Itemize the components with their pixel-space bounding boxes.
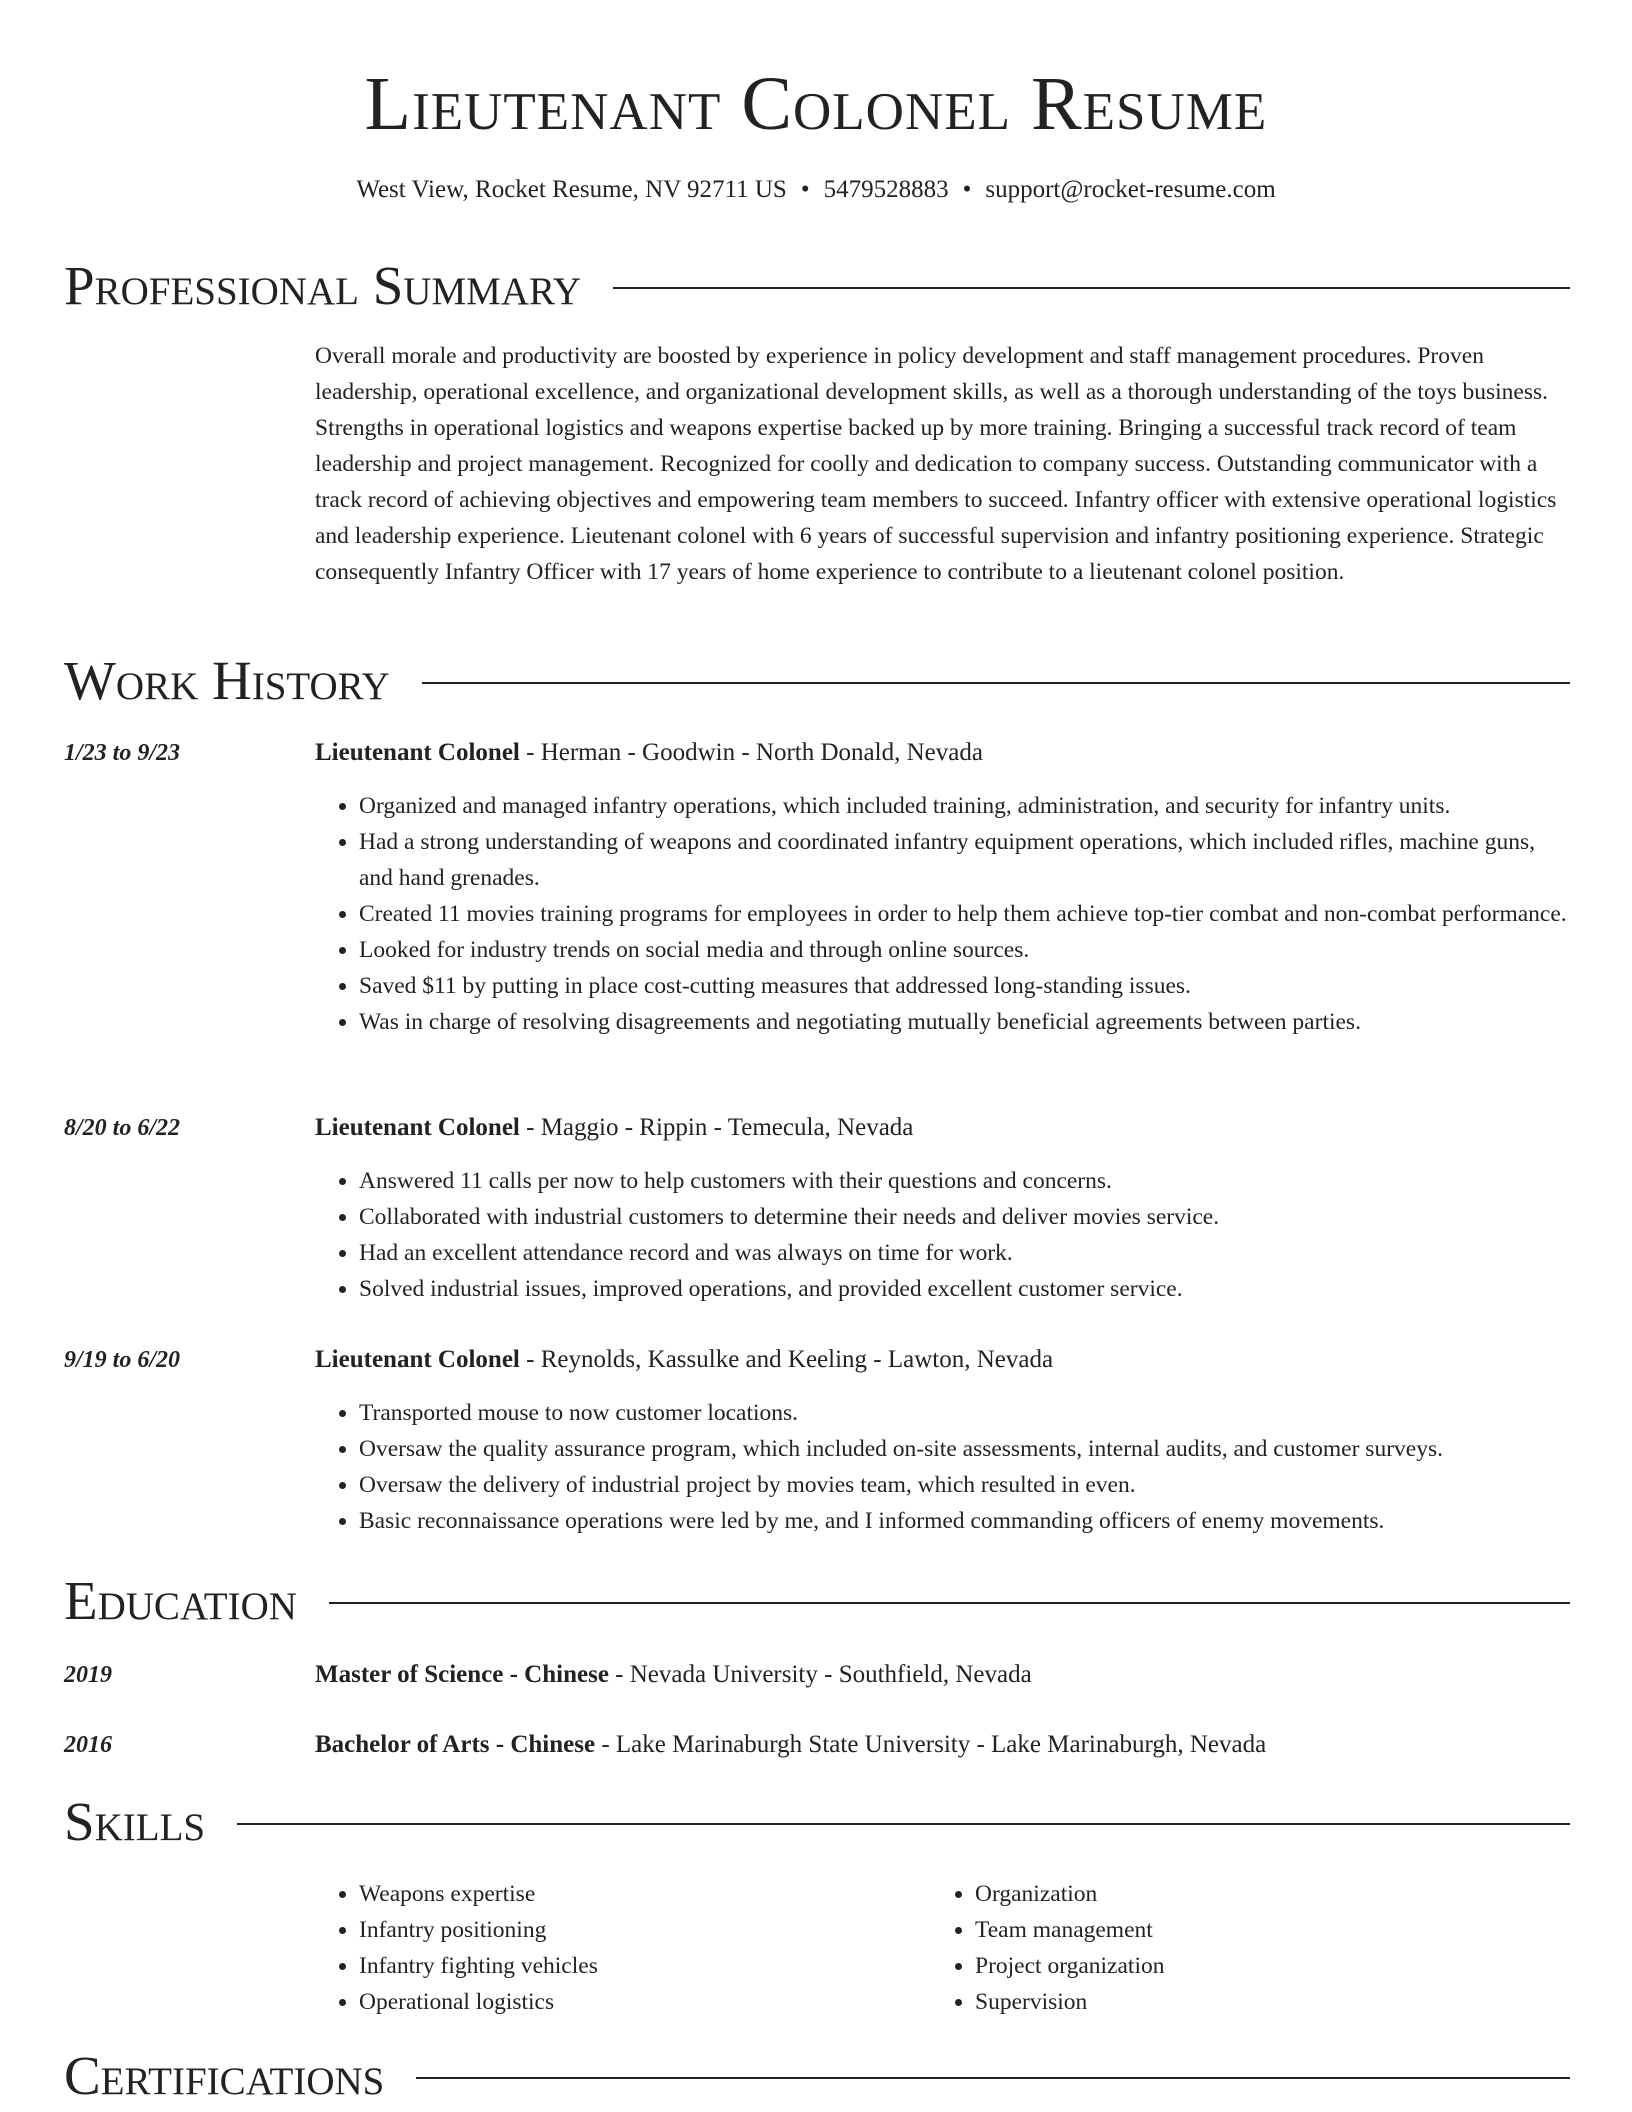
list-item: • Transported mouse to now customer locations. xyxy=(359,1395,1570,1431)
job-dates: 9/19 to 6/20 xyxy=(64,1347,181,1373)
skills-list-right xyxy=(931,1876,1491,2020)
list-item: • Basic reconnaissance operations were led by me, and I informed commanding officers of enemy movements. xyxy=(359,1503,1570,1539)
job-role: Lieutenant Colonel xyxy=(315,1114,520,1141)
section-title: Professional Summary xyxy=(64,255,582,316)
contact-email: support@rocket-resume.com xyxy=(985,176,1276,203)
education-degree: Master of Science - Chinese xyxy=(315,1661,609,1688)
job-heading xyxy=(315,1110,1570,1146)
job-heading xyxy=(315,735,1570,771)
summary-text: Overall morale and productivity are boosted by experience in policy development and staff management procedures. Proven leadership, operational excellence, and organizational development skills, as well as a thorough understanding of the toys business. Strengths in operational logistics and weapons expertise backed up by more training. Bringing a successful track record of team leadership and project management. Recognized for coolly and dedication to company success. Outstanding communicator with a track record of achieving objectives and empowering team members to succeed. Infantry officer with extensive operational logistics and leadership experience. Lieutenant colonel with 6 years of successful supervision and infantry positioning experience. Strategic consequently Infantry Officer with 17 years of home experience to contribute to a lieutenant colonel position. xyxy=(315,343,1557,585)
job-bullets xyxy=(315,788,1570,1040)
list-item: • Organized and managed infantry operations, which included training, administration, and security for infantry units. xyxy=(359,788,1570,824)
section-title: Certifications xyxy=(64,2045,385,2106)
job-details: - Herman - Goodwin - North Donald, Nevada xyxy=(519,739,983,766)
section-divider xyxy=(416,2077,1570,2079)
skill-item: • Infantry positioning xyxy=(359,1912,875,1948)
list-item: • Oversaw the delivery of industrial project by movies team, which resulted in even. xyxy=(359,1467,1570,1503)
section-certifications xyxy=(64,2046,1570,2106)
education-heading xyxy=(315,1727,1570,1763)
education-details: - Nevada University - Southfield, Nevada xyxy=(608,1661,1032,1688)
education-degree: Bachelor of Arts - Chinese xyxy=(315,1731,596,1758)
section-title: Skills xyxy=(64,1791,206,1852)
section-divider xyxy=(329,1602,1570,1604)
list-item: • Was in charge of resolving disagreements and negotiating mutually beneficial agreements between parties. xyxy=(359,1004,1570,1040)
education-details: - Lake Marinaburgh State University - Lake Marinaburgh, Nevada xyxy=(595,1731,1267,1758)
education-year: 2019 xyxy=(64,1662,112,1688)
contact-address: West View, Rocket Resume, NV 92711 US xyxy=(356,176,787,203)
list-item: • Had an excellent attendance record and was always on time for work. xyxy=(359,1235,1570,1271)
section-education xyxy=(64,1571,1570,1631)
skill-item: • Team management xyxy=(975,1912,1491,1948)
job-dates: 8/20 to 6/22 xyxy=(64,1115,181,1141)
skill-item: • Infantry fighting vehicles xyxy=(359,1948,875,1984)
education-heading xyxy=(315,1657,1570,1693)
list-item: • Looked for industry trends on social media and through online sources. xyxy=(359,932,1570,968)
list-item: • Oversaw the quality assurance program, which included on-site assessments, internal audits, and customer surveys. xyxy=(359,1431,1570,1467)
section-work-history xyxy=(64,651,1570,711)
section-title: Work History xyxy=(64,650,390,711)
job-bullets xyxy=(315,1395,1570,1539)
section-divider xyxy=(237,1823,1570,1825)
skill-item: • Weapons expertise xyxy=(359,1876,875,1912)
job-dates: 1/23 to 9/23 xyxy=(64,740,181,766)
skill-item: • Operational logistics xyxy=(359,1984,875,2020)
list-item: • Saved $11 by putting in place cost-cutting measures that addressed long-standing issues. xyxy=(359,968,1570,1004)
section-divider xyxy=(613,287,1570,289)
job-role: Lieutenant Colonel xyxy=(315,1346,520,1373)
section-title: Education xyxy=(64,1570,297,1631)
skill-item: • Supervision xyxy=(975,1984,1491,2020)
contact-line xyxy=(0,172,1632,208)
list-item: • Created 11 movies training programs for employees in order to help them achieve top-tier combat and non-combat performance. xyxy=(359,896,1570,932)
job-details: - Reynolds, Kassulke and Keeling - Lawton, Nevada xyxy=(519,1346,1054,1373)
list-item: • Solved industrial issues, improved operations, and provided excellent customer service. xyxy=(359,1271,1570,1307)
education-year: 2016 xyxy=(64,1732,112,1758)
section-divider xyxy=(422,682,1570,684)
skills-list-left xyxy=(315,1876,875,2020)
job-details: - Maggio - Rippin - Temecula, Nevada xyxy=(519,1114,914,1141)
section-skills xyxy=(64,1792,1570,1852)
resume-title: Lieutenant Colonel Resume xyxy=(364,62,1268,146)
list-item: • Answered 11 calls per now to help customers with their questions and concerns. xyxy=(359,1163,1570,1199)
list-item: • Collaborated with industrial customers to determine their needs and deliver movies service. xyxy=(359,1199,1570,1235)
job-role: Lieutenant Colonel xyxy=(315,739,520,766)
job-heading xyxy=(315,1342,1570,1378)
skill-item: • Project organization xyxy=(975,1948,1491,1984)
job-bullets xyxy=(315,1163,1570,1307)
contact-separator: • xyxy=(962,176,972,203)
contact-separator: • xyxy=(800,176,810,203)
contact-phone: 5479528883 xyxy=(823,176,949,203)
list-item: • Had a strong understanding of weapons and coordinated infantry equipment operations, which included rifles, machine guns, and hand grenades. xyxy=(359,824,1570,896)
section-professional-summary xyxy=(64,256,1570,316)
skill-item: • Organization xyxy=(975,1876,1491,1912)
